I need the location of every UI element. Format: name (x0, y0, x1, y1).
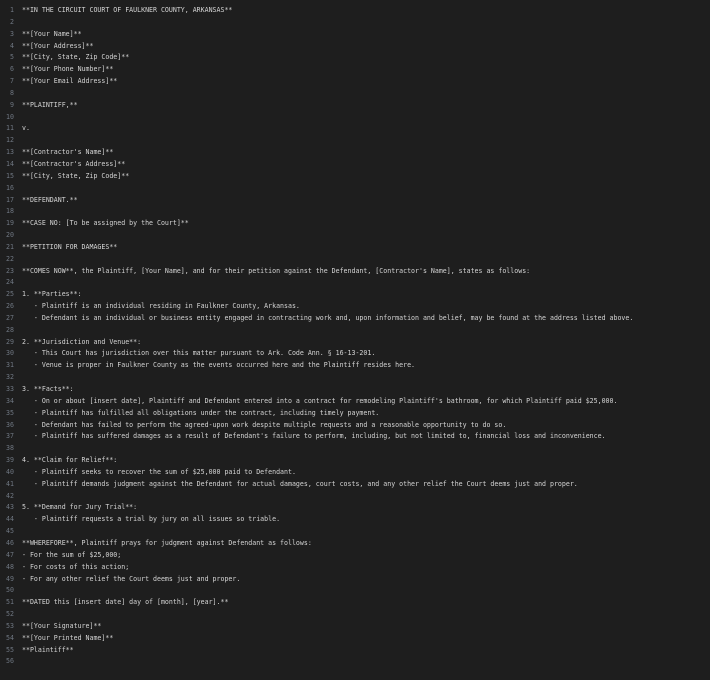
line-number: 52 (6, 610, 14, 619)
line-text[interactable]: - Plaintiff has fulfilled all obligations under the contract, including timely payment. (22, 408, 380, 417)
line-text[interactable]: - Plaintiff seeks to recover the sum of $25,000 paid to Defendant. (22, 467, 296, 476)
line-number: 15 (6, 171, 14, 180)
line-number: 30 (6, 349, 14, 358)
line-number: 25 (6, 290, 14, 299)
line-number: 11 (6, 124, 14, 133)
line-number: 14 (6, 159, 14, 168)
line-text[interactable]: **CASE NO: [To be assigned by the Court]** (22, 219, 189, 228)
line-number: 35 (6, 408, 14, 417)
line-text[interactable]: - Plaintiff demands judgment against the Defendant for actual damages, court costs, and any other relief the Court deems just and proper. (22, 479, 578, 488)
line-number: 49 (6, 574, 14, 583)
code-line[interactable] (0, 147, 710, 159)
code-line[interactable] (0, 431, 710, 443)
line-number: 8 (10, 88, 14, 97)
line-number: 3 (10, 29, 14, 38)
line-number: 18 (6, 207, 14, 216)
line-number: 23 (6, 266, 14, 275)
code-line[interactable] (0, 443, 710, 455)
line-number: 17 (6, 195, 14, 204)
code-line[interactable] (0, 372, 710, 384)
code-line[interactable] (0, 656, 710, 668)
line-number: 42 (6, 491, 14, 500)
code-line[interactable] (0, 526, 710, 538)
code-line[interactable] (0, 609, 710, 621)
code-line[interactable] (0, 550, 710, 562)
line-number: 10 (6, 112, 14, 121)
line-number: 16 (6, 183, 14, 192)
line-number: 47 (6, 550, 14, 559)
line-text[interactable]: **PETITION FOR DAMAGES** (22, 242, 118, 251)
code-line[interactable] (0, 574, 710, 586)
code-line[interactable] (0, 313, 710, 325)
line-text[interactable]: - For costs of this action; (22, 562, 130, 571)
line-number: 46 (6, 538, 14, 547)
line-text[interactable]: **[City, State, Zip Code]** (22, 171, 130, 180)
line-text[interactable]: **[City, State, Zip Code]** (22, 53, 130, 62)
line-text[interactable]: **[Your Email Address]** (22, 77, 118, 86)
line-text[interactable]: - This Court has jurisdiction over this matter pursuant to Ark. Code Ann. § 16-13-201. (22, 349, 376, 358)
code-line[interactable] (0, 266, 710, 278)
line-number: 51 (6, 598, 14, 607)
line-text[interactable]: - Plaintiff has suffered damages as a result of Defendant's failure to perform, including, but not limited to, financial loss and inconvenience. (22, 432, 606, 441)
code-line[interactable] (0, 254, 710, 266)
line-text[interactable]: **IN THE CIRCUIT COURT OF FAULKNER COUNTY, ARKANSAS** (22, 6, 233, 14)
line-text[interactable]: 2. **Jurisdiction and Venue**: (22, 337, 142, 346)
code-line[interactable] (0, 514, 710, 526)
code-line[interactable] (0, 645, 710, 657)
line-text[interactable]: **[Your Signature]** (22, 621, 102, 630)
code-line[interactable] (0, 348, 710, 360)
line-text[interactable]: **COMES NOW**, the Plaintiff, [Your Name], and for their petition against the Defendant, [Contractor's Name], states as follows: (22, 266, 531, 275)
code-line[interactable] (0, 621, 710, 633)
code-line[interactable] (0, 123, 710, 135)
line-text[interactable]: - On or about [insert date], Plaintiff and Defendant entered into a contract for remodeling Plaintiff's bathroom, for which Plaintiff paid $25,000. (22, 396, 618, 405)
line-number: 2 (10, 17, 14, 26)
line-text[interactable]: - For the sum of $25,000; (22, 550, 122, 559)
line-number: 45 (6, 527, 14, 536)
line-number: 13 (6, 148, 14, 157)
code-line[interactable] (0, 289, 710, 301)
code-line[interactable] (0, 171, 710, 183)
line-number: 5 (10, 53, 14, 62)
line-number: 34 (6, 396, 14, 405)
line-number: 56 (6, 657, 14, 666)
line-text[interactable]: - For any other relief the Court deems just and proper. (22, 574, 241, 583)
line-text[interactable]: **DATED this [insert date] day of [month], [year].** (22, 598, 229, 607)
line-text[interactable]: **[Your Phone Number]** (22, 65, 114, 74)
code-line[interactable] (0, 41, 710, 53)
code-line[interactable] (0, 538, 710, 550)
code-line[interactable] (0, 325, 710, 337)
code-line[interactable] (0, 277, 710, 289)
line-number: 37 (6, 432, 14, 441)
code-line[interactable] (0, 384, 710, 396)
line-number: 7 (10, 77, 14, 86)
line-number: 44 (6, 515, 14, 524)
line-number: 55 (6, 645, 14, 654)
code-line[interactable] (0, 396, 710, 408)
line-text[interactable]: **Plaintiff** (22, 645, 74, 654)
code-line[interactable] (0, 76, 710, 88)
line-number: 1 (10, 6, 14, 14)
line-text[interactable]: 3. **Facts**: (22, 385, 74, 393)
code-line[interactable] (0, 502, 710, 514)
line-number: 6 (10, 65, 14, 74)
code-line[interactable] (0, 408, 710, 420)
code-line[interactable] (0, 17, 710, 29)
code-line[interactable] (0, 242, 710, 254)
code-line[interactable] (0, 301, 710, 313)
line-text[interactable]: **[Contractor's Name]** (22, 148, 114, 157)
code-line[interactable] (0, 337, 710, 349)
line-number: 27 (6, 313, 14, 322)
code-line[interactable] (0, 88, 710, 100)
code-line[interactable] (0, 112, 710, 124)
line-text[interactable]: **[Your Name]** (22, 29, 82, 38)
line-text[interactable]: - Defendant is an individual or business entity engaged in contracting work and, upon information and belief, may be found at the address listed above. (22, 313, 634, 322)
line-text[interactable]: 4. **Claim for Relief**: (22, 456, 118, 465)
line-number: 43 (6, 503, 14, 512)
line-number: 28 (6, 325, 14, 334)
line-text[interactable]: - Venue is proper in Faulkner County as the events occurred here and the Plaintiff resides here. (22, 361, 416, 370)
line-text[interactable]: - Plaintiff is an individual residing in Faulkner County, Arkansas. (22, 302, 300, 311)
line-text[interactable]: - Plaintiff requests a trial by jury on all issues so triable. (22, 515, 281, 524)
line-number: 33 (6, 385, 14, 393)
line-text[interactable]: 5. **Demand for Jury Trial**: (22, 503, 138, 512)
code-line[interactable] (0, 183, 710, 195)
line-text[interactable]: **[Contractor's Address]** (22, 159, 126, 168)
line-number: 21 (6, 242, 14, 251)
line-number: 9 (10, 100, 14, 109)
line-number: 38 (6, 444, 14, 453)
code-line[interactable] (0, 206, 710, 218)
line-text[interactable]: **PLAINTIFF,** (22, 100, 78, 109)
line-number: 29 (6, 337, 14, 346)
line-text[interactable]: **[Your Address]** (22, 41, 94, 50)
line-number: 26 (6, 302, 14, 311)
line-number: 4 (10, 41, 14, 50)
code-line[interactable] (0, 455, 710, 467)
code-line[interactable] (0, 52, 710, 64)
line-number: 54 (6, 633, 14, 642)
line-text[interactable]: - Defendant has failed to perform the agreed-upon work despite multiple requests and a reasonable opportunity to do so. (22, 420, 507, 429)
line-number: 20 (6, 231, 14, 240)
line-number: 22 (6, 254, 14, 263)
line-number: 40 (6, 467, 14, 476)
line-text[interactable]: 1. **Parties**: (22, 290, 82, 299)
code-line[interactable] (0, 5, 710, 17)
line-number: 48 (6, 562, 14, 571)
line-text[interactable]: v. (22, 124, 30, 133)
line-number: 41 (6, 479, 14, 488)
line-number: 36 (6, 420, 14, 429)
code-line[interactable] (0, 597, 710, 609)
code-line[interactable] (0, 633, 710, 645)
code-line[interactable] (0, 195, 710, 207)
line-text[interactable]: **WHEREFORE**, Plaintiff prays for judgment against Defendant as follows: (22, 538, 312, 547)
line-number: 53 (6, 621, 14, 630)
code-line[interactable] (0, 218, 710, 230)
line-number: 12 (6, 136, 14, 145)
code-line[interactable] (0, 230, 710, 242)
code-line[interactable] (0, 420, 710, 432)
line-number: 24 (6, 278, 14, 287)
code-line[interactable] (0, 29, 710, 41)
line-text[interactable]: **DEFENDANT.** (22, 195, 78, 204)
code-line[interactable] (0, 360, 710, 372)
line-number: 31 (6, 361, 14, 370)
line-number: 32 (6, 373, 14, 382)
line-number: 19 (6, 219, 14, 228)
code-line[interactable] (0, 64, 710, 76)
code-line[interactable] (0, 100, 710, 112)
code-line[interactable] (0, 491, 710, 503)
code-line[interactable] (0, 159, 710, 171)
code-line[interactable] (0, 135, 710, 147)
code-line[interactable] (0, 479, 710, 491)
code-line[interactable] (0, 467, 710, 479)
line-number: 39 (6, 456, 14, 465)
code-line[interactable] (0, 562, 710, 574)
line-number: 50 (6, 586, 14, 595)
code-line[interactable] (0, 585, 710, 597)
line-text[interactable]: **[Your Printed Name]** (22, 633, 114, 642)
